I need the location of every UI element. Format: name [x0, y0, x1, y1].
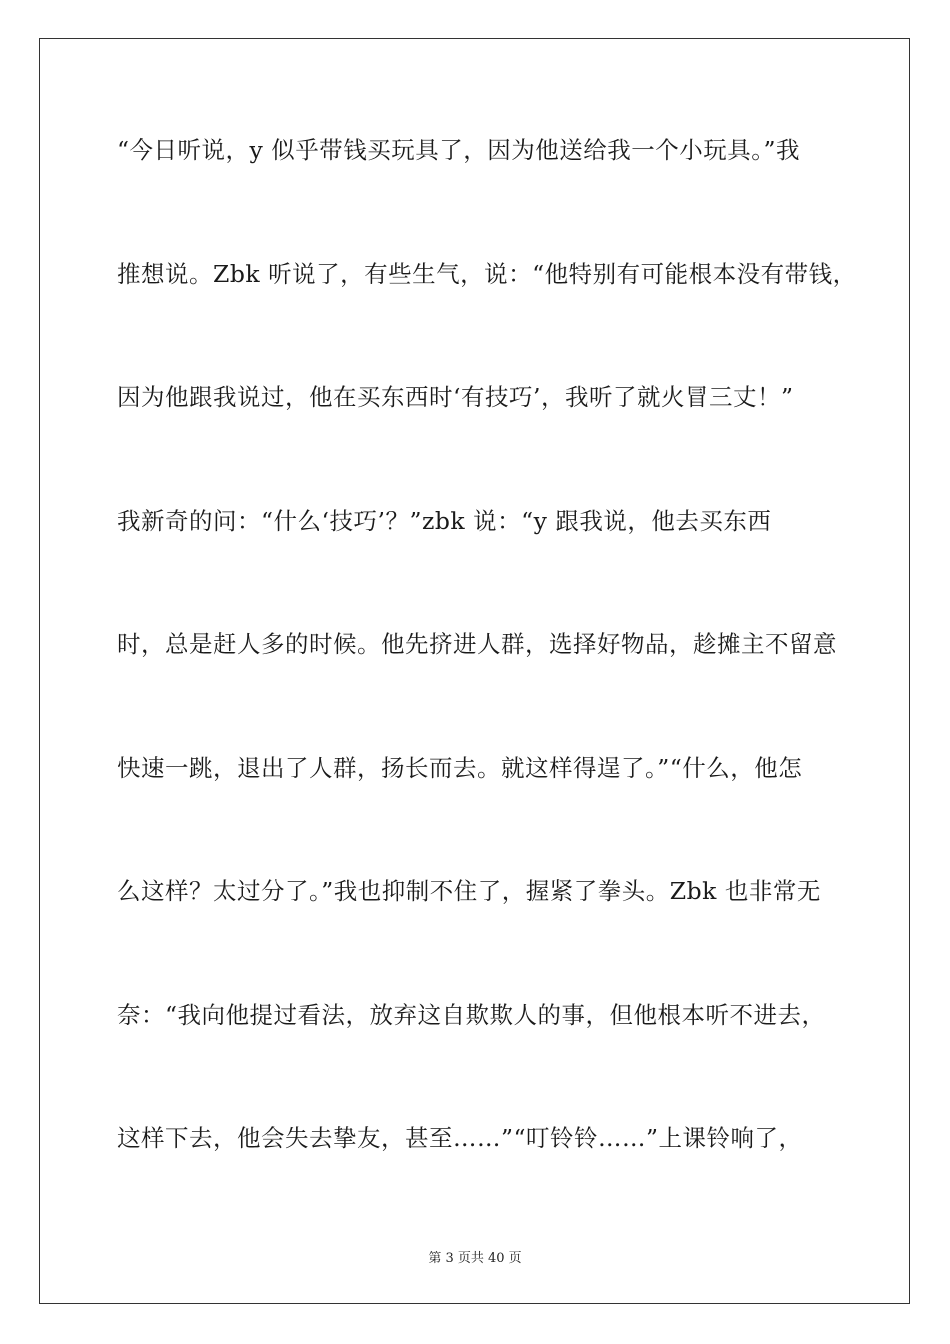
text-line: 快速一跳，退出了人群，扬长而去。就这样得逞了。”“什么，他怎 [117, 753, 803, 782]
document-body [117, 128, 857, 1240]
page-footer [0, 1247, 950, 1266]
text-line: 我新奇的问：“什么‘技巧’？”zbk 说：“y 跟我说，他去买东西 [117, 506, 772, 535]
text-line: 推想说。Zbk 听说了，有些生气，说：“他特别有可能根本没有带钱， [117, 259, 857, 288]
text-line: 时，总是赶人多的时候。他先挤进人群，选择好物品，趁摊主不留意 [117, 630, 837, 658]
text-line: 奈：“我向他提过看法，放弃这自欺欺人的事，但他根本听不进去， [117, 1000, 826, 1029]
page-total: 共 40 页 [470, 1251, 522, 1266]
text-line: 这样下去，他会失去挚友，甚至……”“叮铃铃……”上课铃响了， [117, 1124, 803, 1152]
text-line: 因为他跟我说过，他在买东西时‘有技巧’，我听了就火冒三丈！” [117, 383, 794, 411]
text-line: “今日听说，y 似乎带钱买玩具了，因为他送给我一个小玩具。”我 [117, 136, 801, 164]
text-line: 么这样？太过分了。”我也抑制不住了，握紧了拳头。Zbk 也非常无 [117, 877, 821, 905]
page-number: 第 3 页 [428, 1251, 471, 1266]
